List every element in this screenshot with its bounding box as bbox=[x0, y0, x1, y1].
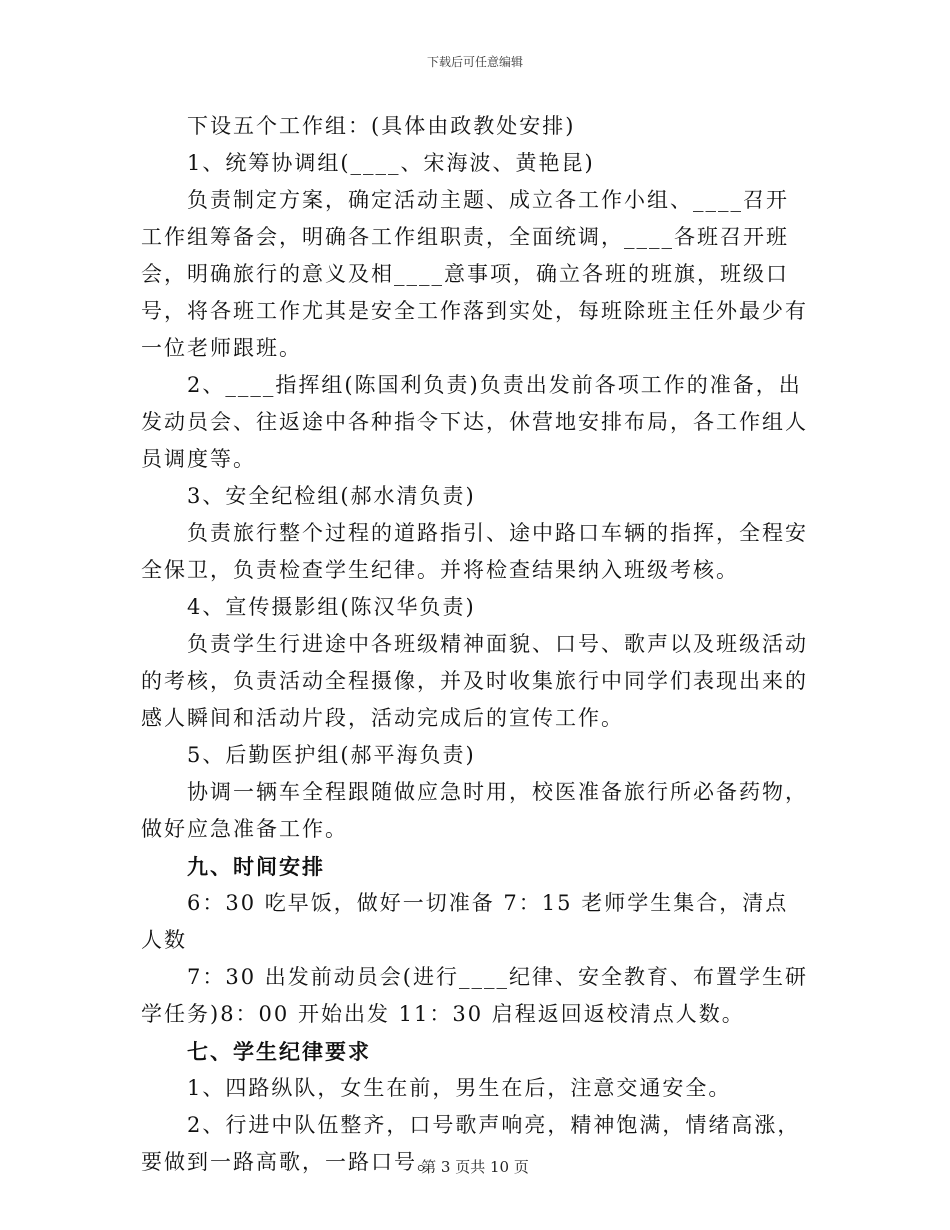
paragraph-safety-group-duties: 负责旅行整个过程的道路指引、途中路口车辆的指挥，全程安全保卫，负责检查学生纪律。并将检查结果纳入班级考核。 bbox=[141, 521, 808, 582]
page-footer: 第 3 页共 10 页 bbox=[421, 1158, 529, 1176]
paragraph-schedule-departure: 7：30 出发前动员会(进行____纪律、安全教育、布置学生研学任务)8：00 开始出发 11：30 启程返回返校清点人数。 bbox=[141, 965, 808, 1026]
paragraph-discipline-rule-1: 1、四路纵队，女生在前，男生在后，注意交通安全。 bbox=[187, 1076, 732, 1100]
paragraph-safety-group-title: 3、安全纪检组(郝水清负责) bbox=[187, 484, 476, 508]
section-heading-schedule: 九、时间安排 bbox=[187, 854, 325, 879]
paragraph-discipline-rule-2: 2、行进中队伍整齐，口号歌声响亮，精神饱满，情绪高涨，要做到一路高歌，一路口号。 bbox=[141, 1113, 801, 1174]
paragraph-coordination-group-title: 1、统筹协调组(____、宋海波、黄艳昆) bbox=[187, 151, 595, 175]
paragraph-logistics-group-title: 5、后勤医护组(郝平海负责) bbox=[187, 743, 476, 767]
page-header: 下载后可任意编辑 bbox=[426, 55, 523, 69]
paragraph-logistics-group-duties: 协调一辆车全程跟随做应急时用，校医准备旅行所必备药物，做好应急准备工作。 bbox=[141, 780, 808, 841]
paragraph-coordination-group-duties: 负责制定方案，确定活动主题、成立各工作小组、____召开工作组筹备会，明确各工作组职责，全面统调，____各班召开班会，明确旅行的意义及相____意事项，确立各班的班旗，班级口号，将各班工作尤其是安全工作落到实处，每班除班主任外最少有一位老师跟班。 bbox=[141, 188, 808, 360]
paragraph-publicity-group-title: 4、宣传摄影组(陈汉华负责) bbox=[187, 595, 476, 619]
document-body bbox=[141, 108, 811, 1181]
section-heading-discipline: 七、学生纪律要求 bbox=[187, 1039, 371, 1064]
paragraph-work-groups-intro: 下设五个工作组：(具体由政教处安排) bbox=[187, 114, 576, 138]
paragraph-schedule-morning: 6：30 吃早饭，做好一切准备 7：15 老师学生集合，清点人数 bbox=[141, 891, 789, 952]
paragraph-publicity-group-duties: 负责学生行进途中各班级精神面貌、口号、歌声以及班级活动的考核，负责活动全程摄像，并及时收集旅行中同学们表现出来的感人瞬间和活动片段，活动完成后的宣传工作。 bbox=[141, 632, 808, 730]
paragraph-command-group: 2、____指挥组(陈国利负责)负责出发前各项工作的准备，出发动员会、往返途中各种指令下达，休营地安排布局，各工作组人员调度等。 bbox=[141, 373, 808, 471]
